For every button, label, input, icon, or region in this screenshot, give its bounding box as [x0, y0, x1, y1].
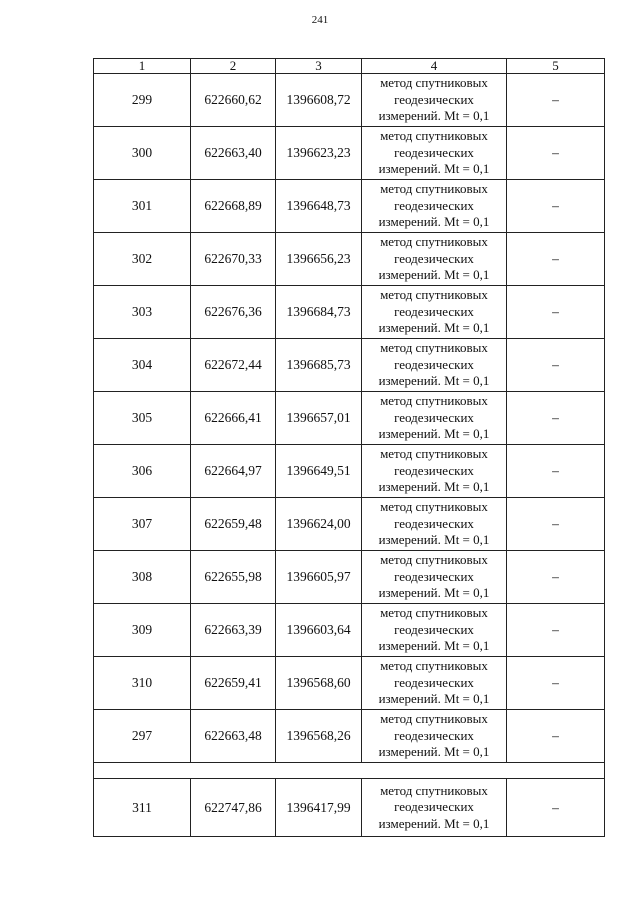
method-line: геодезических [394, 303, 474, 319]
point-number-cell: 307 [94, 498, 191, 551]
point-number-cell: 299 [94, 74, 191, 127]
coordinates-table [93, 58, 605, 837]
point-number-cell: 310 [94, 657, 191, 710]
method-line: метод спутниковых [380, 75, 488, 91]
note-cell: – [507, 779, 605, 837]
method-line: измерений. Mt = 0,1 [378, 320, 490, 336]
coordinate-x-cell: 622747,86 [191, 779, 276, 837]
method-line: геодезических [394, 409, 474, 425]
coordinate-x-cell: 622666,41 [191, 392, 276, 445]
page-number: 241 [311, 14, 329, 26]
coordinate-y-cell: 1396656,23 [276, 233, 362, 286]
method-cell [362, 657, 507, 710]
header-row [94, 59, 605, 74]
note-cell: – [507, 286, 605, 339]
table-row [94, 127, 605, 180]
separator-cell [94, 763, 605, 779]
method-line: метод спутниковых [380, 446, 488, 462]
method-line: измерений. Mt = 0,1 [378, 426, 490, 442]
coordinate-y-cell: 1396417,99 [276, 779, 362, 837]
method-line: измерений. Mt = 0,1 [378, 108, 490, 124]
coordinate-x-cell: 622670,33 [191, 233, 276, 286]
coordinate-x-cell: 622660,62 [191, 74, 276, 127]
header-cell-3: 3 [276, 59, 362, 74]
coordinate-y-cell: 1396608,72 [276, 74, 362, 127]
coordinate-y-cell: 1396568,26 [276, 710, 362, 763]
coordinate-x-cell: 622663,48 [191, 710, 276, 763]
table-row [94, 339, 605, 392]
coordinate-x-cell: 622668,89 [191, 180, 276, 233]
method-line: геодезических [394, 727, 474, 743]
coordinate-y-cell: 1396624,00 [276, 498, 362, 551]
point-number-cell: 309 [94, 604, 191, 657]
coordinate-y-cell: 1396657,01 [276, 392, 362, 445]
method-line: измерений. Mt = 0,1 [378, 373, 490, 389]
method-line: метод спутниковых [380, 605, 488, 621]
method-cell [362, 286, 507, 339]
method-line: измерений. Mt = 0,1 [378, 638, 490, 654]
note-cell: – [507, 710, 605, 763]
point-number-cell: 306 [94, 445, 191, 498]
method-line: метод спутниковых [380, 552, 488, 568]
header-cell-5: 5 [507, 59, 605, 74]
method-line: геодезических [394, 91, 474, 107]
method-line: метод спутниковых [380, 658, 488, 674]
point-number-cell: 297 [94, 710, 191, 763]
header-cell-4: 4 [362, 59, 507, 74]
note-cell: – [507, 127, 605, 180]
method-cell [362, 604, 507, 657]
note-cell: – [507, 180, 605, 233]
point-number-cell: 304 [94, 339, 191, 392]
table-row [94, 779, 605, 837]
method-line: геодезических [394, 144, 474, 160]
method-line: измерений. Mt = 0,1 [378, 161, 490, 177]
table-row [94, 657, 605, 710]
coordinate-x-cell: 622655,98 [191, 551, 276, 604]
method-line: геодезических [394, 356, 474, 372]
table-row [94, 710, 605, 763]
method-line: измерений. Mt = 0,1 [378, 585, 490, 601]
method-cell [362, 339, 507, 392]
note-cell: – [507, 551, 605, 604]
method-cell [362, 498, 507, 551]
method-line: метод спутниковых [380, 287, 488, 303]
header-cell-2: 2 [191, 59, 276, 74]
method-line: геодезических [394, 568, 474, 584]
coordinate-x-cell: 622676,36 [191, 286, 276, 339]
method-line: геодезических [394, 462, 474, 478]
coordinate-y-cell: 1396568,60 [276, 657, 362, 710]
method-line: метод спутниковых [380, 181, 488, 197]
note-cell: – [507, 392, 605, 445]
table-row [94, 498, 605, 551]
coordinate-y-cell: 1396649,51 [276, 445, 362, 498]
note-cell: – [507, 657, 605, 710]
coordinate-y-cell: 1396684,73 [276, 286, 362, 339]
method-line: геодезических [394, 250, 474, 266]
point-number-cell: 308 [94, 551, 191, 604]
coordinate-y-cell: 1396623,23 [276, 127, 362, 180]
table-row [94, 604, 605, 657]
method-line: измерений. Mt = 0,1 [378, 744, 490, 760]
method-cell [362, 127, 507, 180]
coordinate-x-cell: 622659,41 [191, 657, 276, 710]
coordinate-x-cell: 622672,44 [191, 339, 276, 392]
method-line: измерений. Mt = 0,1 [378, 214, 490, 230]
method-line: геодезических [394, 515, 474, 531]
separator-row [94, 763, 605, 779]
method-cell [362, 180, 507, 233]
method-line: метод спутниковых [380, 499, 488, 515]
note-cell: – [507, 445, 605, 498]
coordinate-y-cell: 1396603,64 [276, 604, 362, 657]
coordinate-x-cell: 622664,97 [191, 445, 276, 498]
note-cell: – [507, 498, 605, 551]
table-row [94, 551, 605, 604]
table-row [94, 233, 605, 286]
coordinate-y-cell: 1396605,97 [276, 551, 362, 604]
table-body [94, 74, 605, 837]
table-row [94, 286, 605, 339]
method-cell [362, 233, 507, 286]
method-cell [362, 445, 507, 498]
coordinate-y-cell: 1396685,73 [276, 339, 362, 392]
method-cell [362, 551, 507, 604]
point-number-cell: 301 [94, 180, 191, 233]
method-cell [362, 779, 507, 837]
method-line: измерений. Mt = 0,1 [378, 267, 490, 283]
method-cell [362, 710, 507, 763]
table-row [94, 445, 605, 498]
method-line: метод спутниковых [380, 711, 488, 727]
method-line: измерений. Mt = 0,1 [378, 479, 490, 495]
note-cell: – [507, 604, 605, 657]
point-number-cell: 311 [94, 779, 191, 837]
point-number-cell: 303 [94, 286, 191, 339]
method-line: геодезических [394, 674, 474, 690]
method-line: метод спутниковых [380, 128, 488, 144]
note-cell: – [507, 233, 605, 286]
method-line: геодезических [394, 621, 474, 637]
coordinate-x-cell: 622659,48 [191, 498, 276, 551]
method-line: измерений. Mt = 0,1 [378, 691, 490, 707]
method-line: геодезических [394, 197, 474, 213]
method-line: метод спутниковых [380, 234, 488, 250]
table-row [94, 392, 605, 445]
method-line: измерений. Mt = 0,1 [378, 532, 490, 548]
method-cell [362, 392, 507, 445]
method-line: геодезических [394, 799, 474, 815]
note-cell: – [507, 74, 605, 127]
point-number-cell: 302 [94, 233, 191, 286]
point-number-cell: 300 [94, 127, 191, 180]
table-row [94, 74, 605, 127]
table-row [94, 180, 605, 233]
method-cell [362, 74, 507, 127]
note-cell: – [507, 339, 605, 392]
coordinate-x-cell: 622663,39 [191, 604, 276, 657]
coordinate-x-cell: 622663,40 [191, 127, 276, 180]
method-line: метод спутниковых [380, 340, 488, 356]
method-line: метод спутниковых [380, 782, 488, 798]
point-number-cell: 305 [94, 392, 191, 445]
coordinate-y-cell: 1396648,73 [276, 180, 362, 233]
method-line: метод спутниковых [380, 393, 488, 409]
method-line: измерений. Mt = 0,1 [378, 815, 490, 831]
header-cell-1: 1 [94, 59, 191, 74]
